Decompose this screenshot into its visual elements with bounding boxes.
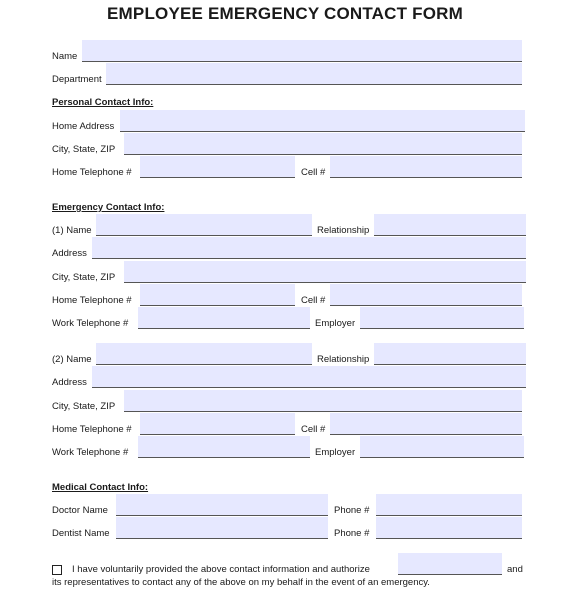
personal-contact-heading: Personal Contact Info: xyxy=(52,97,154,108)
consent-text-line1: I have voluntarily provided the above contact information and authorize xyxy=(72,564,370,575)
emergency-contact-heading: Emergency Contact Info: xyxy=(52,202,165,213)
consent-company-field[interactable] xyxy=(398,553,502,575)
contact2-city-field[interactable] xyxy=(124,390,522,412)
contact1-work-telephone-label: Work Telephone # xyxy=(52,318,129,329)
dentist-phone-label: Phone # xyxy=(334,528,370,539)
contact2-employer-label: Employer xyxy=(315,447,356,458)
contact2-home-telephone-label: Home Telephone # xyxy=(52,424,132,435)
doctor-phone-label: Phone # xyxy=(334,505,370,516)
home-telephone-label: Home Telephone # xyxy=(52,167,132,178)
dentist-name-field[interactable] xyxy=(116,517,328,539)
contact2-address-label: Address xyxy=(52,377,87,388)
consent-and-text: and xyxy=(507,564,523,575)
contact2-employer-field[interactable] xyxy=(360,436,524,458)
dentist-phone-field[interactable] xyxy=(376,517,522,539)
home-address-field[interactable] xyxy=(120,110,525,132)
contact1-city-field[interactable] xyxy=(124,261,526,283)
contact1-address-label: Address xyxy=(52,248,87,259)
contact2-cell-label: Cell # xyxy=(301,424,326,435)
cell-label: Cell # xyxy=(301,167,326,178)
city-state-zip-label: City, State, ZIP xyxy=(52,144,116,155)
name-label: Name xyxy=(52,51,78,62)
contact1-address-field[interactable] xyxy=(92,237,526,259)
contact2-relationship-field[interactable] xyxy=(374,343,526,365)
cell-field[interactable] xyxy=(330,156,522,178)
contact1-home-telephone-field[interactable] xyxy=(140,284,295,306)
doctor-name-field[interactable] xyxy=(116,494,328,516)
contact2-name-field[interactable] xyxy=(96,343,312,365)
contact1-name-label: (1) Name xyxy=(52,225,92,236)
medical-contact-heading: Medical Contact Info: xyxy=(52,482,149,493)
contact1-employer-label: Employer xyxy=(315,318,356,329)
city-state-zip-field[interactable] xyxy=(124,133,522,155)
contact1-city-label: City, State, ZIP xyxy=(52,272,116,283)
name-field[interactable] xyxy=(82,40,522,62)
contact2-name-label: (2) Name xyxy=(52,354,92,365)
consent-checkbox[interactable] xyxy=(52,565,62,575)
contact2-home-telephone-field[interactable] xyxy=(140,413,295,435)
contact1-relationship-field[interactable] xyxy=(374,214,526,236)
contact1-cell-field[interactable] xyxy=(330,284,522,306)
contact2-address-field[interactable] xyxy=(92,366,526,388)
contact1-relationship-label: Relationship xyxy=(317,225,370,236)
contact1-cell-label: Cell # xyxy=(301,295,326,306)
contact1-work-telephone-field[interactable] xyxy=(138,307,310,329)
form-title: EMPLOYEE EMERGENCY CONTACT FORM xyxy=(107,4,463,23)
home-telephone-field[interactable] xyxy=(140,156,295,178)
dentist-name-label: Dentist Name xyxy=(52,528,110,539)
contact1-employer-field[interactable] xyxy=(360,307,524,329)
doctor-phone-field[interactable] xyxy=(376,494,522,516)
department-field[interactable] xyxy=(106,63,522,85)
department-label: Department xyxy=(52,74,102,85)
contact2-cell-field[interactable] xyxy=(330,413,522,435)
doctor-name-label: Doctor Name xyxy=(52,505,108,516)
contact1-name-field[interactable] xyxy=(96,214,312,236)
contact2-relationship-label: Relationship xyxy=(317,354,370,365)
home-address-label: Home Address xyxy=(52,121,115,132)
consent-text-line2: its representatives to contact any of the above on my behalf in the event of an emergency. xyxy=(52,577,430,588)
contact2-work-telephone-label: Work Telephone # xyxy=(52,447,129,458)
contact2-city-label: City, State, ZIP xyxy=(52,401,116,412)
contact2-work-telephone-field[interactable] xyxy=(138,436,310,458)
contact1-home-telephone-label: Home Telephone # xyxy=(52,295,132,306)
